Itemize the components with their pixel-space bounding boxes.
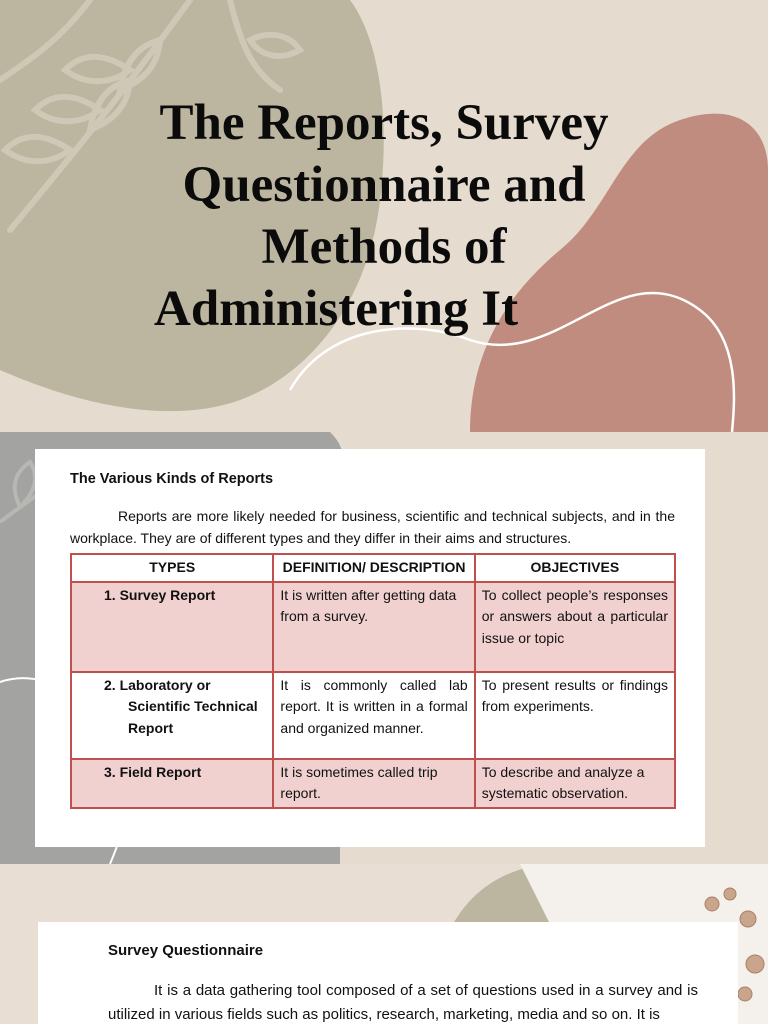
table-row <box>71 672 675 759</box>
slide-title <box>84 92 684 340</box>
objective-cell: To collect people’s responses or answers about a particular issue or topic <box>475 582 675 672</box>
type-cell <box>71 672 273 759</box>
definition-cell: It is written after getting data from a survey. <box>273 582 474 672</box>
intro-paragraph: Reports are more likely needed for business, scientific and technical subjects, and in the workplace. They are of different types and they differ in their aims and structures. <box>70 508 675 546</box>
table-row <box>71 582 675 672</box>
objective-cell: To present results or findings from experiments. <box>475 672 675 759</box>
objective-cell: To describe and analyze a systematic observation. <box>475 759 675 808</box>
title-line: Administering It <box>154 281 519 337</box>
section-heading: The Various Kinds of Reports <box>70 471 274 487</box>
type-label-continued: Scientific Technical Report <box>128 698 258 736</box>
column-header: TYPES <box>71 554 273 582</box>
type-cell <box>71 582 273 672</box>
table-row <box>71 759 675 808</box>
type-label: 3. Field Report <box>104 763 202 780</box>
table-header-row <box>71 554 675 582</box>
report-types-table <box>70 553 676 809</box>
survey-document <box>38 922 738 1024</box>
title-line: Methods of <box>261 219 507 275</box>
survey-slide <box>0 864 768 1024</box>
column-header: OBJECTIVES <box>475 554 675 582</box>
reports-document <box>35 449 705 847</box>
definition-cell: It is sometimes called trip report. <box>273 759 474 808</box>
title-line: The Reports, Survey <box>159 95 609 151</box>
section-heading: Survey Questionnaire <box>108 942 264 959</box>
type-label: 2. Laboratory or <box>104 676 211 693</box>
type-cell <box>71 759 273 808</box>
column-header: DEFINITION/ DESCRIPTION <box>273 554 474 582</box>
title-slide <box>0 0 768 432</box>
reports-slide <box>0 432 768 864</box>
definition-cell: It is commonly called lab report. It is written in a formal and organized manner. <box>273 672 474 759</box>
title-line: Questionnaire and <box>182 157 586 213</box>
intro-paragraph: It is a data gathering tool composed of a set of questions used in a survey and is utilized in various fields such as politics, research, marketing, media and so on. It is <box>108 982 698 1023</box>
type-label: 1. Survey Report <box>104 586 216 603</box>
